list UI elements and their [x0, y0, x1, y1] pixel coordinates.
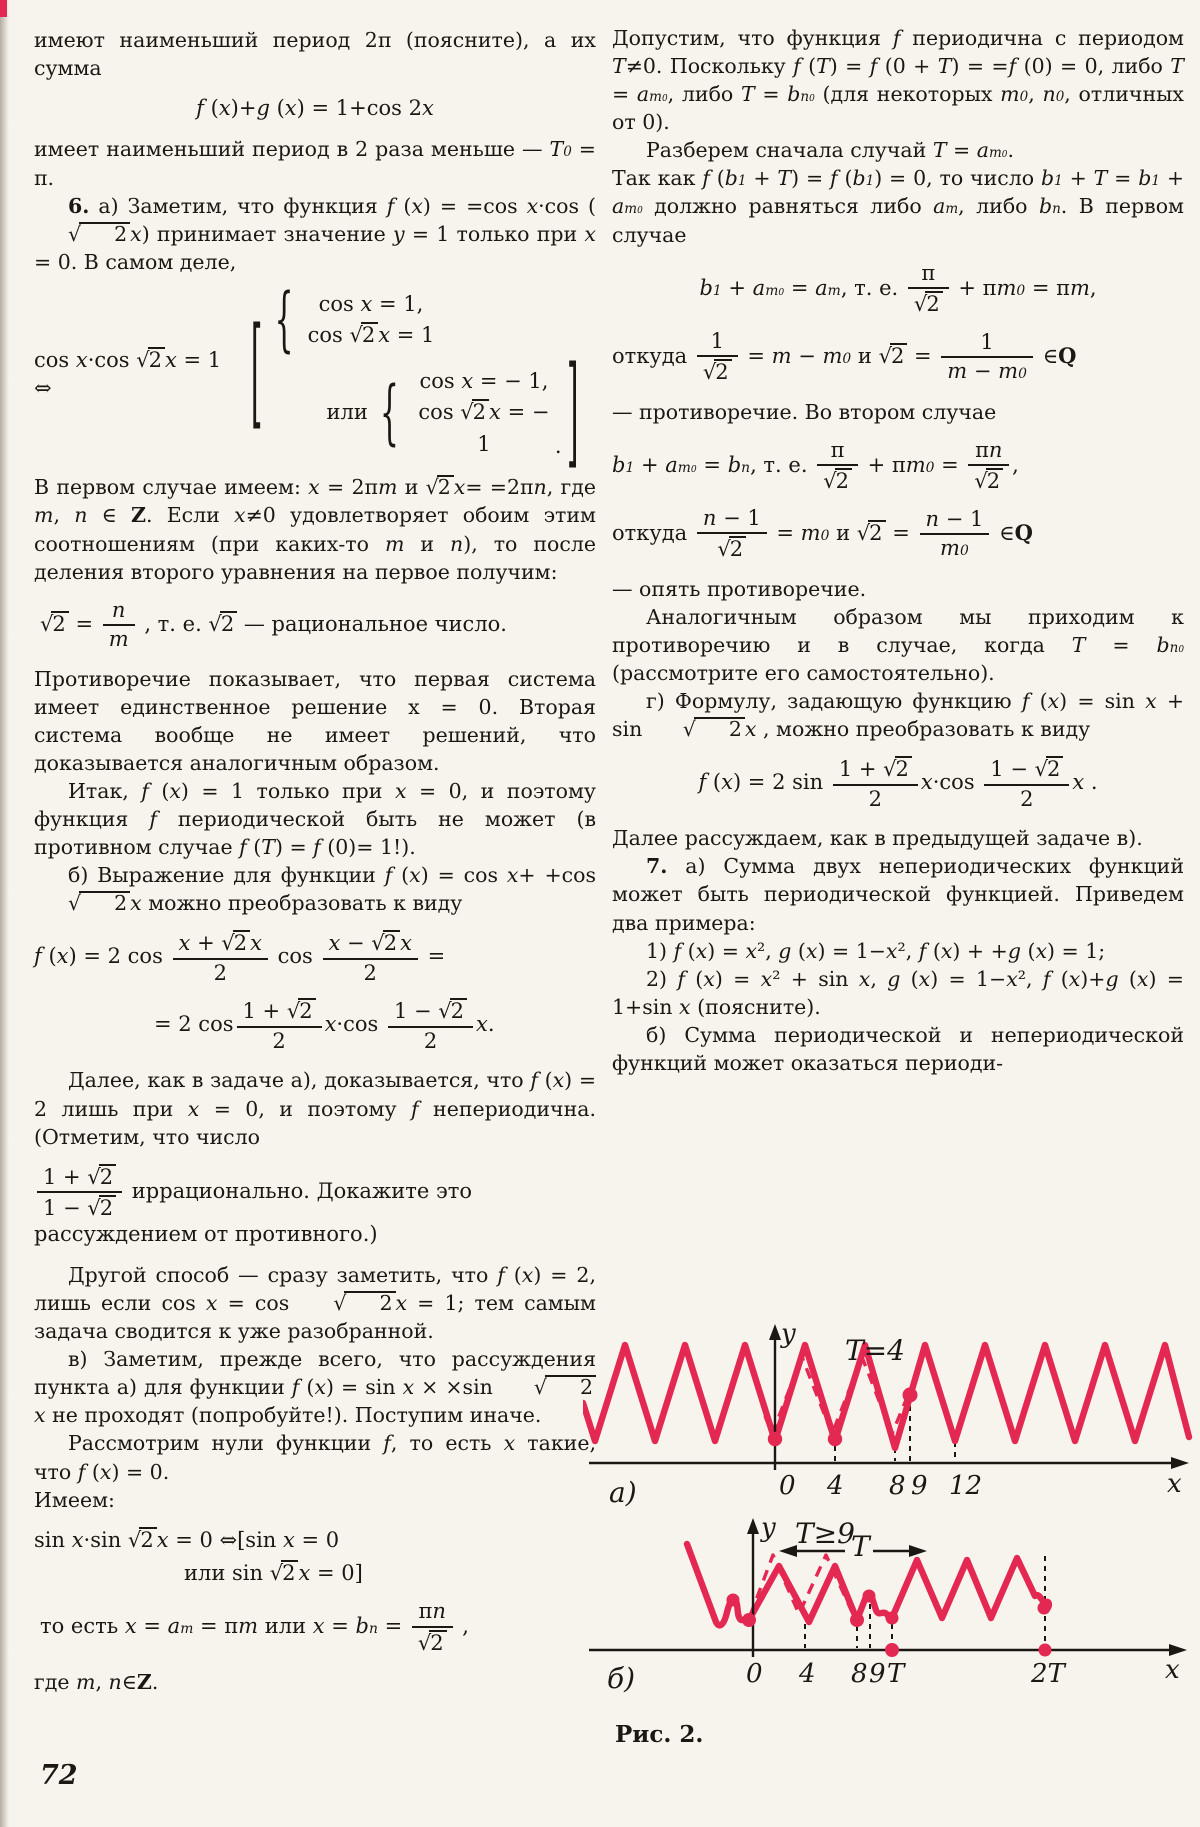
system-1-line-1: cos x = 1,	[318, 291, 424, 316]
subfigure-b-label: б)	[607, 1662, 636, 1695]
or-word: или	[326, 400, 368, 425]
paragraph: Имеем:	[34, 1487, 115, 1512]
formula-product-1: f (x) = 2 cos $\frac{x + √2 x}{2}$ cos $\frac{x - √2 x}{2}$ =	[34, 931, 446, 985]
radical: √2	[717, 536, 746, 562]
paragraph: — противоречие. Во втором случае	[612, 399, 997, 424]
radical: √2	[208, 611, 237, 638]
data-point	[903, 1388, 918, 1403]
tick-4: 4	[799, 1659, 816, 1689]
page-number: 72	[40, 1760, 78, 1791]
radical: √2	[703, 359, 732, 385]
formula-line-2: или sin √2 x = 0]	[34, 1560, 596, 1587]
radical: √2	[128, 1527, 157, 1554]
paragraph: Разберем сначала случай $T = am_0$.	[646, 138, 1014, 163]
tick-0: 0	[779, 1471, 796, 1501]
radical: √2	[823, 468, 852, 494]
formula-sqrt2-rational: √2 = $\frac{n}{m}$ , т. е. √2 — рациональное число.	[40, 597, 507, 652]
radical: √2	[879, 343, 908, 370]
tick-8: 8	[889, 1471, 906, 1501]
radical: √2	[87, 1195, 116, 1221]
fraction: $\frac{1 - √2}{2}$	[984, 756, 1069, 811]
figure-caption: Рис. 2.	[615, 1721, 704, 1748]
tick-0: 0	[746, 1659, 763, 1689]
paragraph-example-1: 1) f (x) = x², g (x) = 1−x², f (x) + +g (x) = 1;	[646, 938, 1106, 963]
formula-irrational-ratio: $\frac{1 + √2}{1 - √2}$ иррационально. Докажите это рассуждением от противного.)	[34, 1164, 472, 1246]
radical: √2	[418, 1630, 447, 1656]
fraction: $\frac{1 - √2}{2}$	[388, 998, 473, 1053]
radical: √2	[287, 998, 316, 1024]
paragraph: — опять противоречие.	[612, 576, 867, 601]
right-column	[612, 24, 1184, 1077]
formula-lhs: cos x·cos √2 x = 1 ⇔	[34, 348, 222, 400]
radical: √2	[1035, 756, 1064, 782]
fraction: $\frac{x + √2 x}{2}$	[173, 930, 268, 985]
brace-icon: {	[379, 371, 399, 455]
radical: √ 2	[34, 889, 130, 917]
formula-sum: f (x)+g (x) = 1+cos 2x	[196, 96, 434, 121]
data-point	[1038, 1602, 1051, 1615]
formula-case1-conclusion: откуда $\frac{1}{√2}$ = m − m0 и √2 = $\frac{1}{m - m0}$ ∈Q	[612, 328, 1077, 385]
tick-2T: 2T	[1031, 1659, 1065, 1689]
figure-graph-b	[583, 1510, 1197, 1715]
radical: √ 2	[649, 715, 745, 743]
fraction: $\frac{n - 1}{m0}$	[920, 508, 990, 561]
data-point	[742, 1613, 756, 1627]
radical: √2	[371, 930, 400, 956]
tick-8: 8	[851, 1659, 868, 1689]
radical: √2	[87, 1164, 116, 1190]
fraction: $\frac{x - √2 x}{2}$	[323, 930, 418, 985]
fraction: $\frac{1 + √2}{2}$	[833, 756, 918, 811]
tick-T: T	[887, 1659, 905, 1689]
fraction: $\frac{n - 1}{√2}$	[697, 507, 767, 562]
paragraph: Допустим, что функция f периодична с периодом T≠0. Поскольку f (T) = f (0 + T) = =f (0) = 0, либо $T = am_0$, либо $T = bn_0$ (для некоторых m0, n0, отличных от 0).	[612, 26, 1184, 135]
fraction: $\frac{\pi n}{√2}$	[968, 439, 1009, 494]
paragraph-task7b: б) Сумма периодической и непериодической функций может оказаться периоди-	[612, 1022, 1184, 1075]
formula-sin-zeros	[34, 1527, 596, 1588]
data-point-on-axis	[1039, 1644, 1052, 1657]
tick-9: 9	[911, 1471, 928, 1501]
x-axis-label: x	[1167, 1469, 1182, 1499]
paragraph: Так как f (b1 + T) = f (b1) = 0, то число $b1 + T = b1 + am_0$ должно равняться либо am, либо bn. В первом случае	[612, 166, 1184, 247]
radical: √2	[974, 468, 1003, 494]
radical: √2	[914, 291, 943, 317]
formula-line-1: sin x·sin √2 x = 0 ⇔[sin x = 0	[34, 1527, 596, 1554]
paragraph: Далее рассуждаем, как в предыдущей задаче в).	[612, 826, 1143, 851]
paragraph-task7a: 7. а) Сумма двух непериодических функций может быть периодической функцией. Приведем два примера:	[612, 854, 1184, 935]
formula-case2-conclusion: откуда $\frac{n - 1}{√2}$ = m0 и √2 = $\frac{n - 1}{m0}$ ∈Q	[612, 505, 1033, 562]
paragraph: Рассмотрим нули функции f, то есть x такие, что f (x) = 0.	[34, 1431, 596, 1484]
paragraph-task6b: б) Выражение для функции f (x) = cos x+ +cos √ 2 x можно преобразовать к виду	[34, 861, 596, 917]
radical: √2	[221, 930, 250, 956]
system-1-line-2: cos √2 x = 1	[308, 320, 435, 352]
system-1	[274, 279, 555, 362]
data-point	[850, 1613, 864, 1627]
radical: √2	[460, 397, 489, 429]
paragraph: где m, n∈Z.	[34, 1670, 159, 1695]
data-point	[727, 1594, 740, 1607]
radical: √2	[349, 320, 378, 352]
y-axis-arrow-icon	[769, 1324, 781, 1340]
paragraph: Итак, f (x) = 1 только при x = 0, и поэтому функция f периодической быть не может (в противном случае f (T) = f (0)= 1!).	[34, 779, 596, 860]
annotation-t9: T≥9	[795, 1517, 855, 1550]
formula-product-2: = 2 cos $\frac{1 + √2}{2}$ x·cos $\frac{1 - √2}{2}$ x.	[154, 999, 495, 1053]
data-point	[886, 1612, 899, 1625]
paragraph: имеют наименьший период 2π (поясните), а их сумма	[34, 28, 596, 81]
scan-edge-shadow	[0, 0, 9, 1827]
data-point	[828, 1432, 842, 1446]
fraction: $\frac{1}{m - m0}$	[941, 331, 1033, 384]
scan-corner-mark	[0, 0, 7, 17]
tick-4: 4	[827, 1471, 844, 1501]
paragraph: имеет наименьший период в 2 раза меньше — T0 = π.	[34, 137, 596, 190]
paragraph: Аналогичным образом мы приходим к противоречию и в случае, когда $T = bn_0$ (рассмотрите его самостоятельно).	[612, 604, 1184, 686]
paragraph: В первом случае имеем: x = 2πm и √2 x= =2πn, где m, n ∈ Z. Если x≠0 удовлетворяет обоим этим соотношениям (при каких-то m и n), то после деления второго уравнения на первое получим:	[34, 475, 596, 584]
paragraph-task6v: в) Заметим, прежде всего, что рассуждения пункта а) для функции f (x) = sin x × ×sin √ 2x не проходят (попробуйте!). Поступим иначе.	[34, 1347, 596, 1428]
paragraph: Далее, как в задаче а), доказывается, что f (x) = 2 лишь при x = 0, и поэтому f непериодична. (Отметим, что число	[34, 1068, 596, 1149]
radical: √2	[40, 611, 69, 638]
y-axis-label: y	[761, 1513, 776, 1543]
annotation-t: T	[851, 1530, 870, 1563]
big-close-bracket: ].	[554, 343, 579, 484]
radical: √2	[136, 347, 165, 374]
paragraph: Противоречие показывает, что первая система имеет единственное решение x = 0. Вторая система вообще не имеет решений, что доказывается аналогичным образом.	[34, 666, 596, 775]
fraction: $\frac{1 + √2}{2}$	[237, 998, 322, 1053]
period-label: T=4	[845, 1334, 905, 1367]
figure-graph-a	[583, 1318, 1197, 1510]
paragraph-example-2: 2) f (x) = x² + sin x, g (x) = 1−x², f (x)+g (x) = 1+sin x (поясните).	[612, 966, 1184, 1019]
formula-sin-product: f (x) = 2 sin $\frac{1 + √2}{2}$ x·cos $\frac{1 - √2}{2}$ x .	[698, 757, 1098, 811]
radical: √2	[426, 473, 454, 501]
system-stack	[274, 279, 555, 461]
system-2	[327, 366, 555, 461]
x-axis-arrow-icon	[1171, 1457, 1189, 1469]
formula-case1: $b1 + am_0$ = am, т. е. $\frac{\pi}{√2}$ + πm0 = πm,	[699, 260, 1097, 317]
x-axis-label: x	[1165, 1655, 1180, 1685]
formula-cos-system	[34, 279, 596, 484]
tick-9: 9	[869, 1659, 886, 1689]
fraction: $\frac{\pi n}{√2}$	[412, 1600, 453, 1655]
fraction: $\frac{\pi}{√2}$	[908, 262, 949, 317]
formula-zeros-values: то есть x = am = πm или x = bn = $\frac{\pi n}{√2}$ ,	[40, 1599, 469, 1655]
system-2-line-1: cos x = − 1,	[419, 368, 549, 393]
radical: √ 2	[34, 220, 130, 248]
data-point	[863, 1590, 876, 1603]
formula-case2: $b1 + am_0$ = bn, т. е. $\frac{\pi}{√2}$ + πm0 = $\frac{\pi n}{√2}$ ,	[612, 437, 1019, 494]
brace-icon: {	[274, 279, 294, 362]
radical: √2	[270, 1560, 299, 1587]
fraction: $\frac{1}{√2}$	[697, 330, 738, 385]
paragraph-task6a: 6. а) Заметим, что функция f (x) = =cos x·cos (√ 2 x) принимает значение y = 1 только при x = 0. В самом деле,	[34, 193, 597, 274]
left-column	[34, 26, 596, 1696]
paragraph: Другой способ — сразу заметить, что f (x) = 2, лишь если cos x = cos √ 2 x = 1; тем самым задача сводится к уже разобранной.	[34, 1263, 596, 1344]
system-2-line-2: cos √2 x = − 1	[413, 397, 555, 460]
data-point-on-axis	[885, 1643, 899, 1657]
radical: √2	[438, 998, 467, 1024]
big-open-bracket: [	[250, 304, 263, 445]
y-axis-arrow-icon	[747, 1518, 759, 1534]
radical: √2	[883, 756, 912, 782]
tick-12: 12	[949, 1471, 983, 1501]
figure-ris-2	[583, 1318, 1197, 1748]
radical: √2	[857, 520, 886, 547]
fraction: $\frac{\pi}{√2}$	[817, 439, 858, 494]
subfigure-a-label: а)	[609, 1476, 637, 1509]
fraction: $\frac{1 + √2}{1 - √2}$	[37, 1164, 122, 1221]
y-axis-label: y	[781, 1319, 796, 1349]
radical: √ 2	[500, 1373, 596, 1401]
paragraph-task-g: г) Формулу, задающую функцию f (x) = sin x + sin √ 2 x , можно преобразовать к виду	[612, 687, 1184, 743]
radical: √ 2	[299, 1289, 395, 1317]
fraction: $\frac{n}{m}$	[103, 599, 135, 652]
arrow-right-icon	[909, 1545, 927, 1557]
data-point	[768, 1432, 782, 1446]
